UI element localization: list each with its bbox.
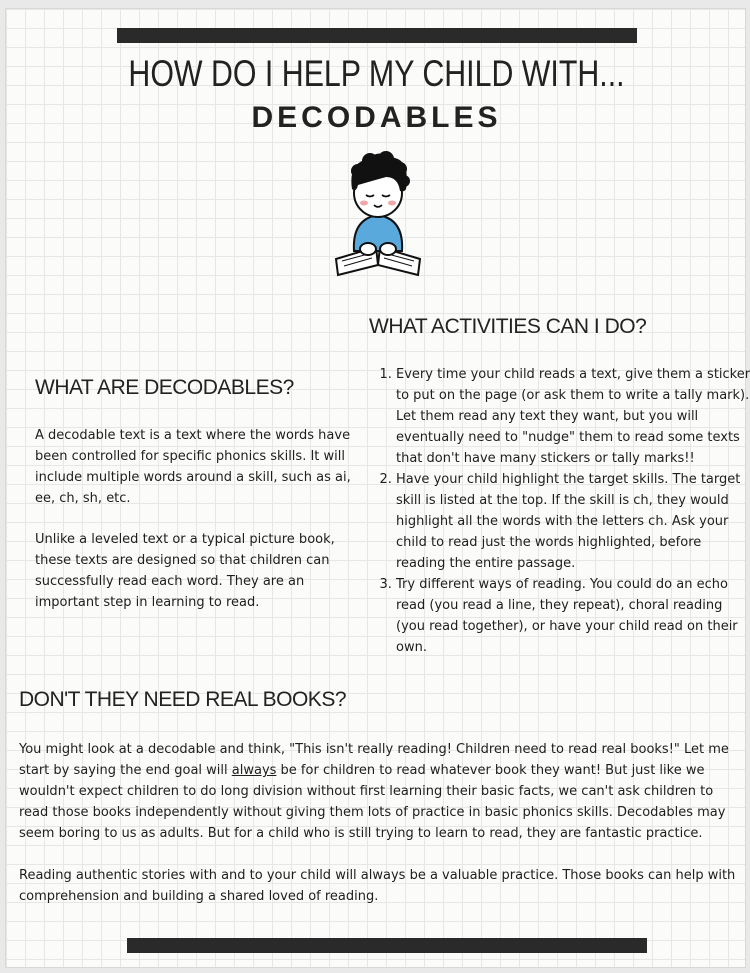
paragraph-text: You might look at a decodable and think, "This isn't really reading! Children need to read real books!" Let me start by saying the end goal will [19,742,729,778]
page-subtitle: DECODABLES [251,101,502,134]
page-title: HOW DO I HELP MY CHILD WITH... [128,53,625,94]
activities-list [378,364,750,658]
list-item: 3. Try different ways of reading. You could do an echo read (you read a line, they repeat), choral reading (you read together), or have your child read on their own. [396,574,750,658]
authentic-stories-paragraph: Reading authentic stories with and to your child will always be a valuable practice. Those books can help with comprehension and building a shared loved of reading. [19,868,736,904]
decodables-explanation: Unlike a leveled text or a typical picture book, these texts are designed so that children can successfully read each word. They are an important step in learning to read. [35,532,335,610]
worksheet-page [5,8,750,968]
list-item: 1. Every time your child reads a text, give them a sticker to put on the page (or ask them to write a tally mark). Let them read any text they want, but you will eventually need to "nudge" them to read some texts that don't have many stickers or tally marks!! [396,364,750,469]
decodables-definition: A decodable text is a text where the words have been controlled for specific phonics skills. It will include multiple words around a skill, such as ai, ee, ch, sh, etc. [35,428,351,506]
activities-heading: WHAT ACTIVITIES CAN I DO? [369,315,647,338]
underlined-word: always [231,763,277,778]
real-books-heading: DON'T THEY NEED REAL BOOKS? [19,688,347,711]
list-item: 2. Have your child highlight the target skills. The target skill is listed at the top. If the skill is ch, they would highlight all the words with the letters ch. Ask your child to read just the words highlighted, before reading the entire passage. [396,469,750,574]
decodables-heading: WHAT ARE DECODABLES? [35,376,294,399]
bottom-divider-bar [127,938,647,953]
child-reading-book-icon [328,141,428,281]
real-books-paragraph [19,739,739,844]
paragraph-text: be for children to read whatever book they want! But just like we wouldn't expect children to do long division without first learning their basic facts, we can't ask children to read those books independently without giving them lots of practice in basic phonics skills. Decodables may seem boring to us as adults. But for a child who is still trying to learn to read, they are fantastic practice. [19,763,726,841]
top-divider-bar [117,28,637,43]
